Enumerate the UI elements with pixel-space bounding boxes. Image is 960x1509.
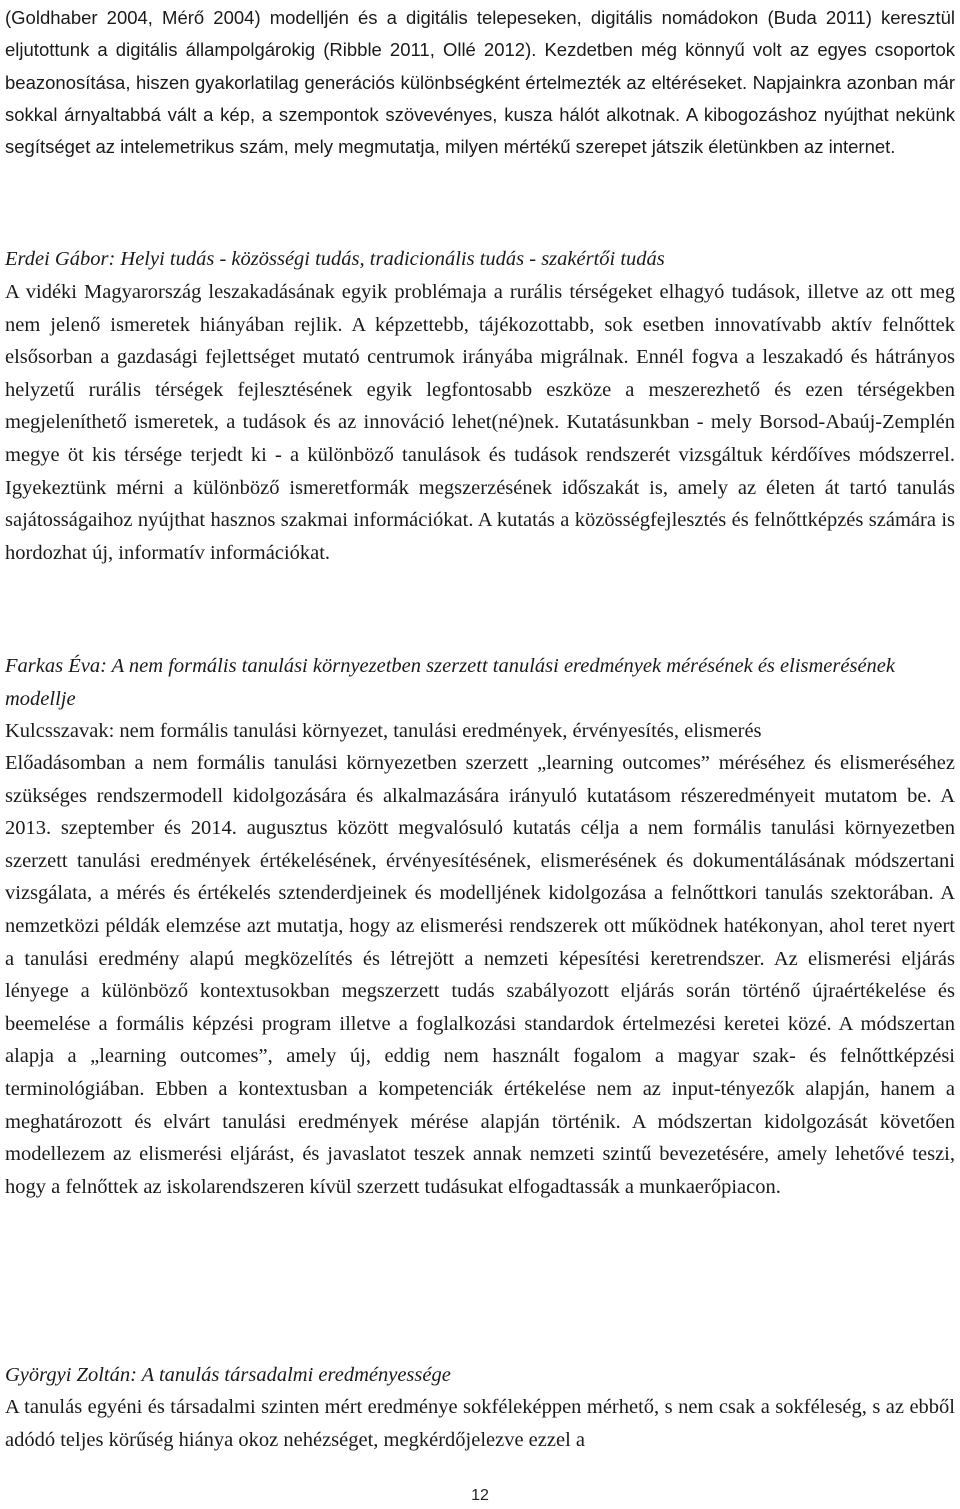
- page-number: 12: [471, 1487, 489, 1504]
- intro-paragraph: (Goldhaber 2004, Mérő 2004) modelljén és a digitális telepeseken, digitális nomádokon (Buda 2011) keresztül eljutottunk a digitális állampolgárokig (Ribble 2011, Ollé 2012). Kezdetben még könnyű volt az egyes csoportok beazonosítása, hiszen gyakorlatilag generációs különbségként értelmezték az eltéréseket. Napjainkra azonban már sokkal árnyaltabbá vált a kép, a szempontok szövevényes, kusza hálót alkotnak. A kibogozáshoz nyújthat nekünk segítséget az intelemetrikus szám, mely megmutatja, milyen mértékű szerepet játszik életünkben az internet.: [5, 7, 955, 158]
- section-heading-farkas: Farkas Éva: A nem formális tanulási környezetben szerzett tanulási eredmények mérésének és elismerésének modellje: [5, 655, 895, 710]
- section-heading-erdei: Erdei Gábor: Helyi tudás - közösségi tudás, tradicionális tudás - szakértői tudás: [5, 248, 665, 270]
- section-body-erdei: A vidéki Magyarország leszakadásának egyik problémaja a rurális térségeket elhagyó tudások, illetve az ott meg nem jelenő ismeretek hiányában rejlik. A képzettebb, tájékozottabb, sok esetben innovatívabb aktív felnőttek elsősorban a gazdasági fejlettséget mutató centrumok irányába migrálnak. Ennél fogva a leszakadó és hátrányos helyzetű rurális térségek fejlesztésének egyik legfontosabb eszköze a meszerezhető és ezen térségekben megjeleníthető ismeretek, a tudások és az innováció lehet(né)nek. Kutatásunkban - mely Borsod-Abaúj-Zemplén megye öt kis térsége terjedt ki - a különböző tanulások és tudások rendszerét vizsgáltuk kérdőíves módszerrel. Igyekeztünk mérni a különböző ismeretformák megszerzésének időszakát is, amely az életen át tartó tanulás sajátosságaihoz nyújthat hasznos szakmai információkat. A kutatás a közösségfejlesztés és felnőttképzés számára is hordozhat új, informatív információkat.: [5, 281, 955, 564]
- section-heading-gyorgyi: Györgyi Zoltán: A tanulás társadalmi eredményessége: [5, 1364, 451, 1386]
- section-body-farkas: Előadásomban a nem formális tanulási környezetben szerzett „learning outcomes” méréséhez és elismeréséhez szükséges rendszermodell kidolgozására és alkalmazására irányuló kutatásom részeredményeit mutatom be. A 2013. szeptember és 2014. augusztus között megvalósuló kutatás célja a nem formális tanulási környezetben szerzett tanulási eredmények értékelésének, érvényesítésének, elismerésének és dokumentálásának módszertani vizsgálata, a mérés és értékelés sztenderdjeinek és modelljének kidolgozása a felnőttkori tanulás szektorában. A nemzetközi példák elemzése azt mutatja, hogy az elismerési rendszerek ott működnek hatékonyan, ahol teret nyert a tanulási eredmény alapú megközelítés és létrejött a nemzeti képesítési keretrendszer. Az elismerési eljárás lényege a különböző kontextusokban megszerzett tudás szabályozott eljárás során történő újraértékelése és beemelése a formális képzési program illetve a foglalkozási standardok értelmezési keretei közé. A módszertan alapja a „learning outcomes”, amely új, eddig nem használt fogalom a magyar szak- és felnőttképzési terminológiában. Ebben a kontextusban a kompetenciák értékelése nem az input-tényezők alapján, hanem a meghatározott és elvárt tanulási eredmények mérése alapján történik. A módszertan kidolgozását követően modellezem az elismerési eljárást, és javaslatot teszek annak nemzeti szintű bevezetésére, amely lehetővé teszi, hogy a felnőttek az iskolarendszeren kívül szerzett tudásukat elfogadtassák a munkaerőpiacon.: [5, 752, 955, 1198]
- section-body-gyorgyi: A tanulás egyéni és társadalmi szinten mért eredménye sokféleképpen mérhető, s nem csak a sokféleség, s az ebből adódó teljes körűség hiánya okoz nehézséget, megkérdőjelezve ezzel a: [5, 1396, 955, 1451]
- section-keywords-farkas: Kulcsszavak: nem formális tanulási környezet, tanulási eredmények, érvényesítés, elismerés: [5, 720, 762, 742]
